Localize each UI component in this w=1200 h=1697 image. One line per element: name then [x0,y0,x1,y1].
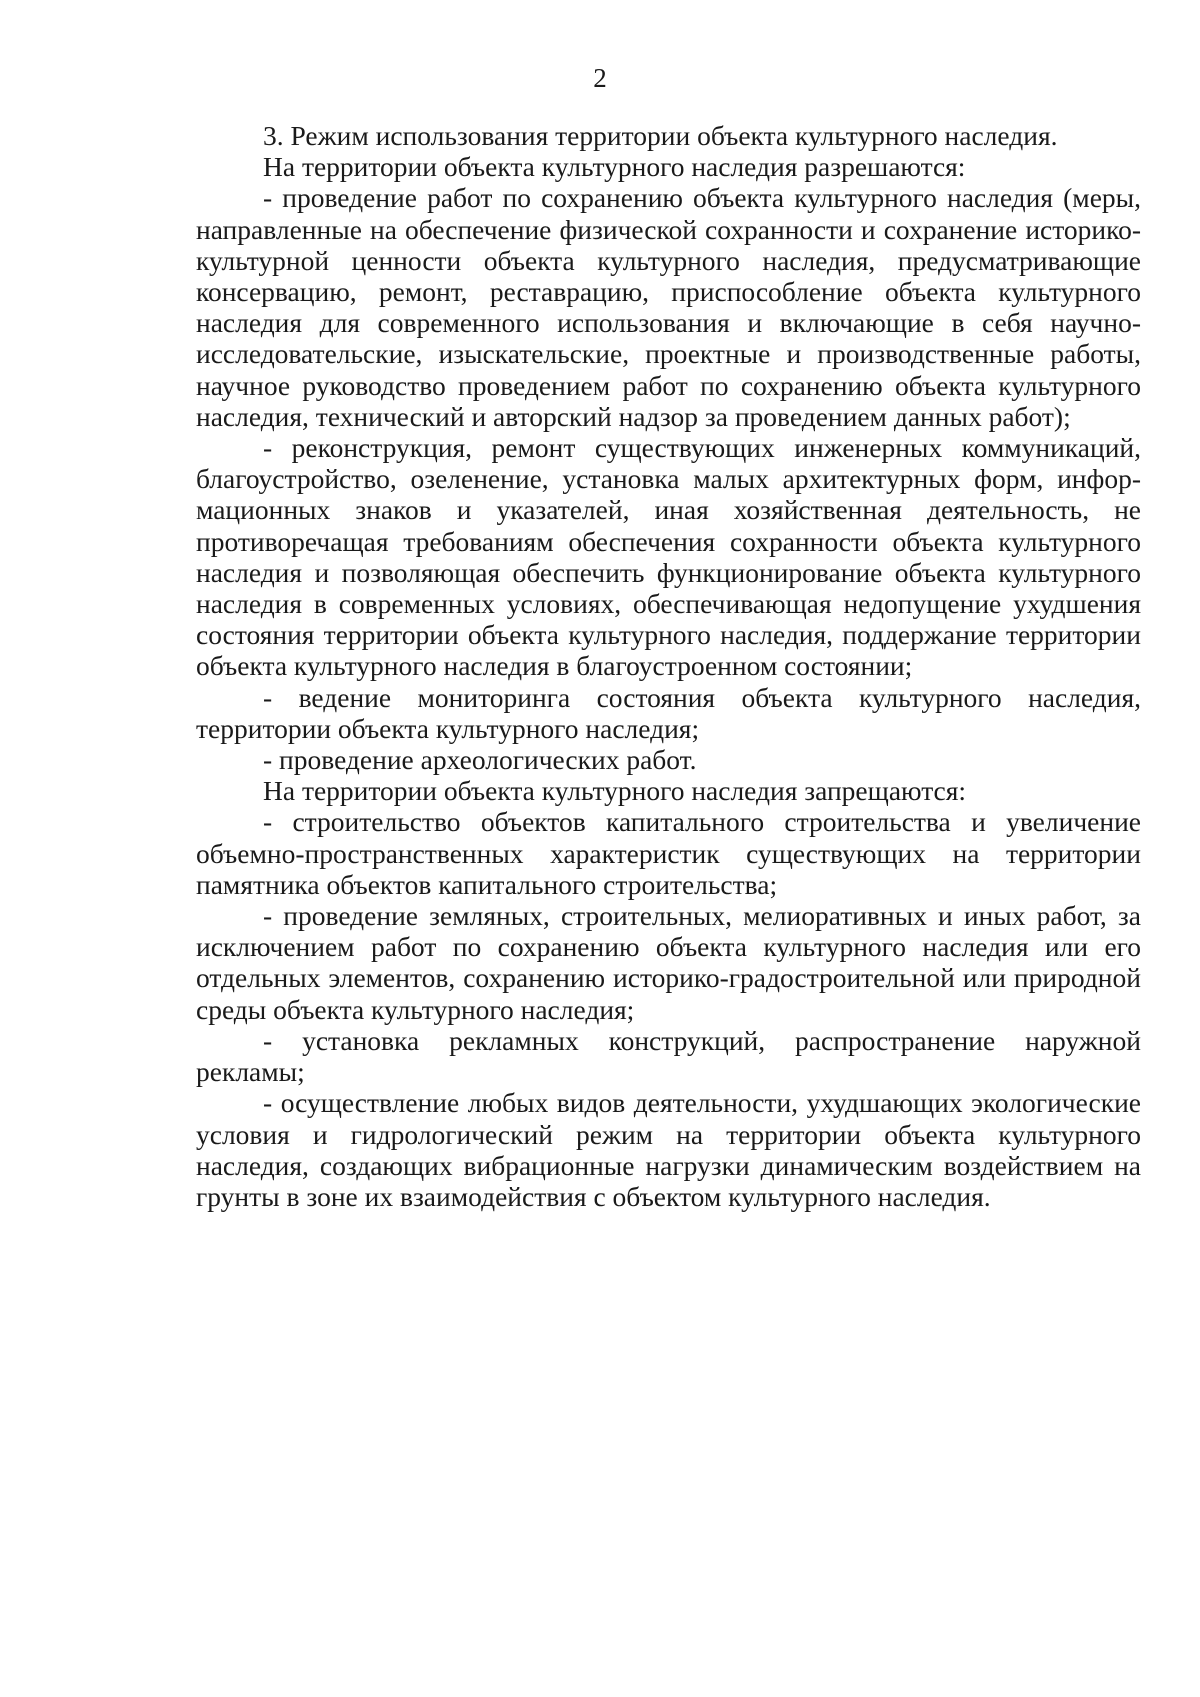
document-body [196,120,1141,1212]
prohibited-item-construction: - строительство объектов капитального строительства и увеличение объемно-пространственных характеристик существующих на территории памятника объектов капитального строительства; [196,806,1141,900]
section-heading: 3. Режим использования территории объекта культурного наследия. [263,120,1058,151]
prohibited-item-environment: - осуществление любых видов деятельности, ухудшающих экологические условия и гидрологический режим на территории объекта культурного наследия, создающих вибрационные нагрузки динамическим воздействием на грунты в зоне их взаимодействия с объектом культурного наследия. [196,1087,1141,1212]
permitted-item-preservation: - проведение работ по сохранению объекта культурного наследия (меры, направленные на обеспечение физической сохранности и сохранение историко-культурной ценности объекта культурного наследия, предусматривающие консервацию, ремонт, реставрацию, приспособление объекта культурного наследия для современного использования и включающие в себя научно-исследовательские, изыскательские, проектные и производственные работы, научное руководство проведением работ по сохранению объекта культурного наследия, технический и авторский надзор за проведением данных работ); [196,182,1141,432]
permitted-item-archaeology: - проведение археологических работ. [263,744,697,776]
prohibited-item-advertising: - установка рекламных конструкций, распространение наружной рекламы; [196,1024,1141,1088]
prohibited-intro: На территории объекта культурного наследия запрещаются: [263,775,967,807]
page-number: 2 [593,63,607,93]
prohibited-item-earthworks: - проведение земляных, строительных, мелиоративных и иных работ, за исключением работ по сохранению объекта культурного наследия или его отдельных элементов, сохранению историко-градостроительной или природной среды объекта культурного наследия; [196,900,1141,1025]
permitted-item-reconstruction: - реконструкция, ремонт существующих инженерных коммуникаций, благоустройство, озеленение, установка малых архитектурных форм, информационных знаков и указателей, иная хозяйственная деятельность, не противоречащая требованиям обеспечения сохранности объекта культурного наследия и позволяющая обеспечить функционирование объекта культурного наследия в современных условиях, обеспечивающая недопущение ухудшения состояния территории объекта культурного наследия, поддержание территории объекта культурного наследия в благоустроенном состоянии; [196,432,1141,682]
permitted-item-monitoring: - ведение мониторинга состояния объекта культурного наследия, территории объекта культурного наследия; [196,681,1141,744]
permitted-intro: На территории объекта культурного наследия разрешаются: [263,151,966,183]
